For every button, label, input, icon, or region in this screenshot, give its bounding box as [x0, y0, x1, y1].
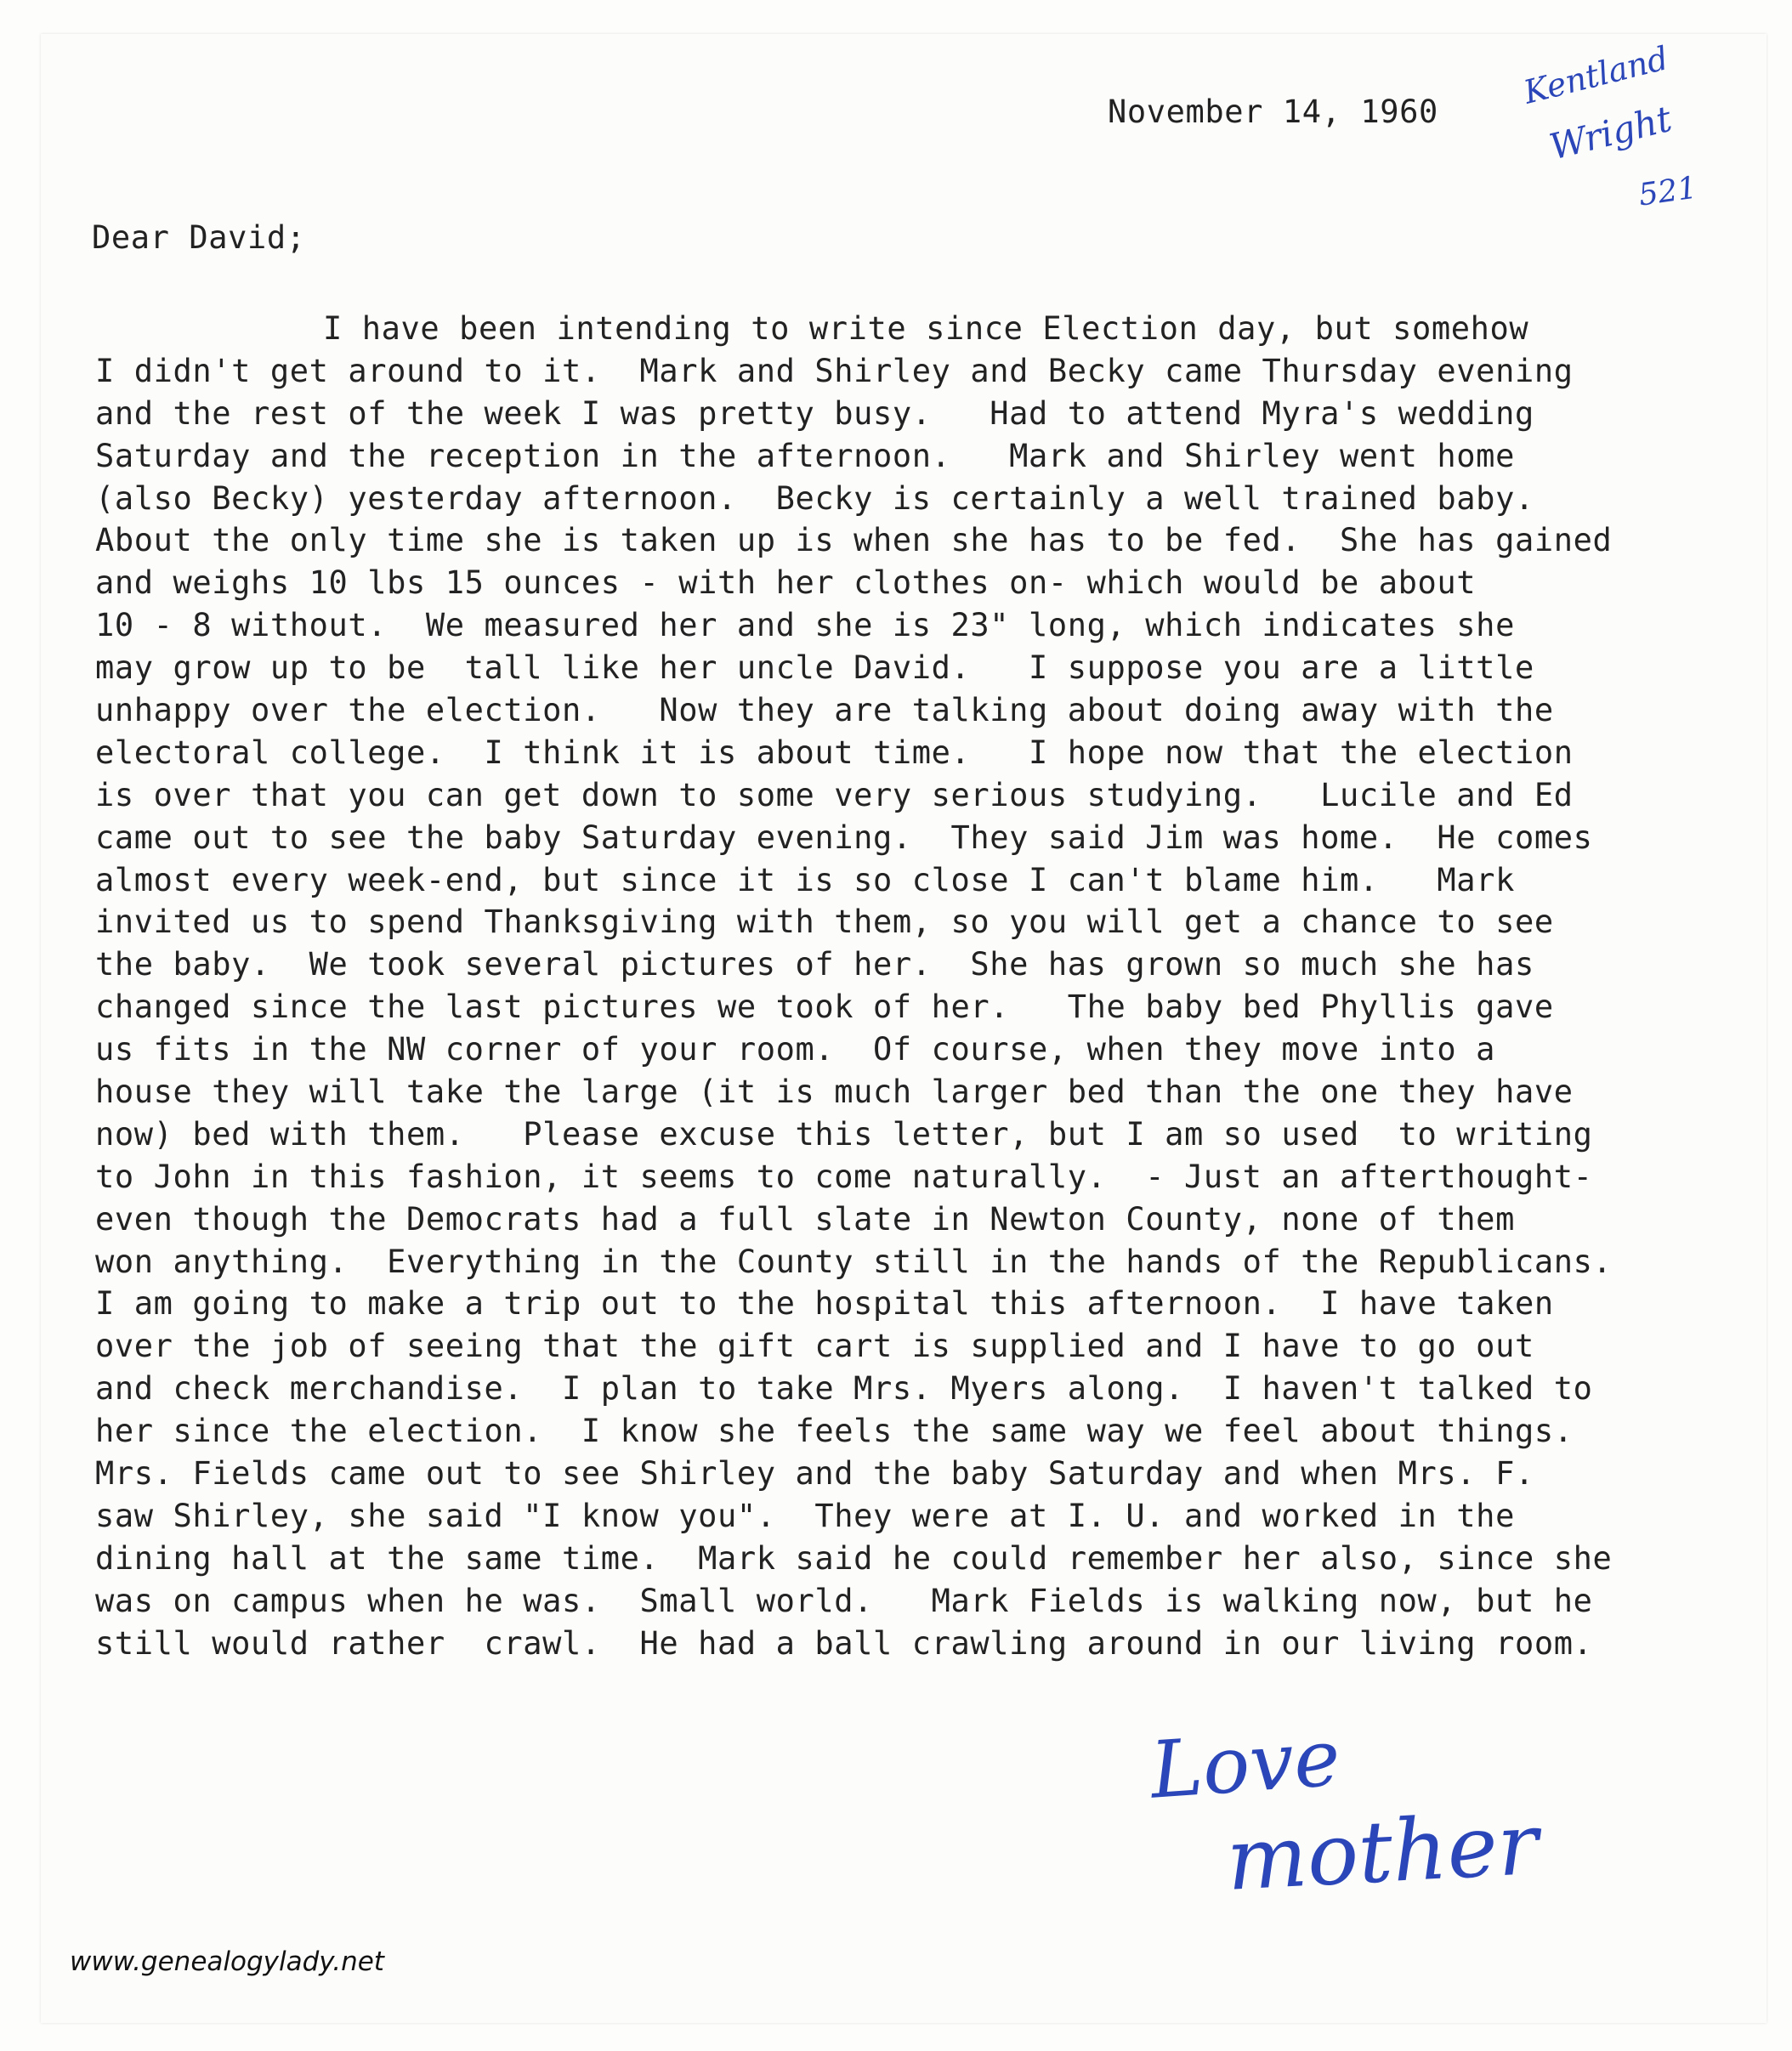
- letter-body-line: was on campus when he was. Small world. Mark Fields is walking now, but he: [95, 1582, 1593, 1619]
- letter-body-line: changed since the last pictures we took of her. The baby bed Phyllis gave: [95, 989, 1554, 1026]
- letter-body-line: (also Becky) yesterday afternoon. Becky is certainly a well trained baby.: [95, 479, 1534, 517]
- letter-body-line: and check merchandise. I plan to take Mrs. Myers along. I haven't talked to: [95, 1370, 1593, 1408]
- letter-body-line: her since the election. I know she feels the same way we feel about things.: [95, 1413, 1574, 1450]
- letter-body-line: won anything. Everything in the County still in the hands of the Republicans.: [95, 1243, 1613, 1280]
- letter-body-line: dining hall at the same time. Mark said he could remember her also, since she: [95, 1539, 1613, 1577]
- letter-body-line: I am going to make a trip out to the hospital this afternoon. I have taken: [95, 1285, 1554, 1323]
- letter-body-line: almost every week-end, but since it is so close I can't blame him. Mark: [95, 861, 1515, 898]
- letter-body-line: us fits in the NW corner of your room. Of course, when they move into a: [95, 1031, 1496, 1068]
- letter-body-line: 10 - 8 without. We measured her and she is 23" long, which indicates she: [95, 607, 1515, 644]
- letter-body-line: even though the Democrats had a full slate in Newton County, none of them: [95, 1200, 1515, 1238]
- watermark: www.genealogylady.net: [70, 1946, 384, 1977]
- letter-body-line: electoral college. I think it is about time. I hope now that the election: [95, 734, 1574, 771]
- letter-body-line: Mrs. Fields came out to see Shirley and the baby Saturday and when Mrs. F.: [95, 1455, 1534, 1493]
- closing-signature: mother: [1224, 1793, 1541, 1910]
- letter-body-line: and weighs 10 lbs 15 ounces - with her clothes on- which would be about: [95, 564, 1477, 602]
- letter-body-line: is over that you can get down to some very serious studying. Lucile and Ed: [95, 776, 1574, 813]
- letter-body-line: and the rest of the week I was pretty busy. Had to attend Myra's wedding: [95, 394, 1534, 432]
- letter-body: [95, 308, 1612, 1665]
- annotation-kentland: Kentland: [1520, 39, 1672, 111]
- annotation-number: 521: [1636, 170, 1699, 213]
- letter-salutation: Dear David;: [92, 219, 306, 256]
- letter-body-line: invited us to spend Thanksgiving with them, so you will get a chance to see: [95, 904, 1554, 941]
- letter-body-line: the baby. We took several pictures of her. She has grown so much she has: [95, 946, 1534, 983]
- letter-body-line: now) bed with them. Please excuse this letter, but I am so used to writing: [95, 1115, 1593, 1153]
- letter-date: November 14, 1960: [1108, 93, 1438, 130]
- letter-body-line: house they will take the large (it is much larger bed than the one they have: [95, 1074, 1574, 1111]
- closing-love: Love: [1148, 1712, 1343, 1816]
- letter-body-line: saw Shirley, she said "I know you". They were at I. U. and worked in the: [95, 1497, 1515, 1534]
- letter-body-line: still would rather crawl. He had a ball crawling around in our living room.: [95, 1624, 1593, 1662]
- letter-body-line: to John in this fashion, it seems to come naturally. - Just an afterthought-: [95, 1158, 1593, 1195]
- letter-body-line: I didn't get around to it. Mark and Shirley and Becky came Thursday evening: [95, 352, 1574, 389]
- letter-body-line: may grow up to be tall like her uncle David. I suppose you are a little: [95, 649, 1534, 687]
- letter-body-line: over the job of seeing that the gift cart is supplied and I have to go out: [95, 1328, 1534, 1365]
- annotation-wright: Wright: [1545, 97, 1676, 168]
- letter-body-line: unhappy over the election. Now they are talking about doing away with the: [95, 692, 1554, 729]
- letter-body-line: came out to see the baby Saturday evening. They said Jim was home. He comes: [95, 819, 1593, 856]
- letter-body-line: Saturday and the reception in the afternoon. Mark and Shirley went home: [95, 437, 1515, 474]
- letter-body-line: I have been intending to write since Election day, but somehow: [323, 310, 1529, 347]
- letter-body-line: About the only time she is taken up is when she has to be fed. She has gained: [95, 522, 1613, 559]
